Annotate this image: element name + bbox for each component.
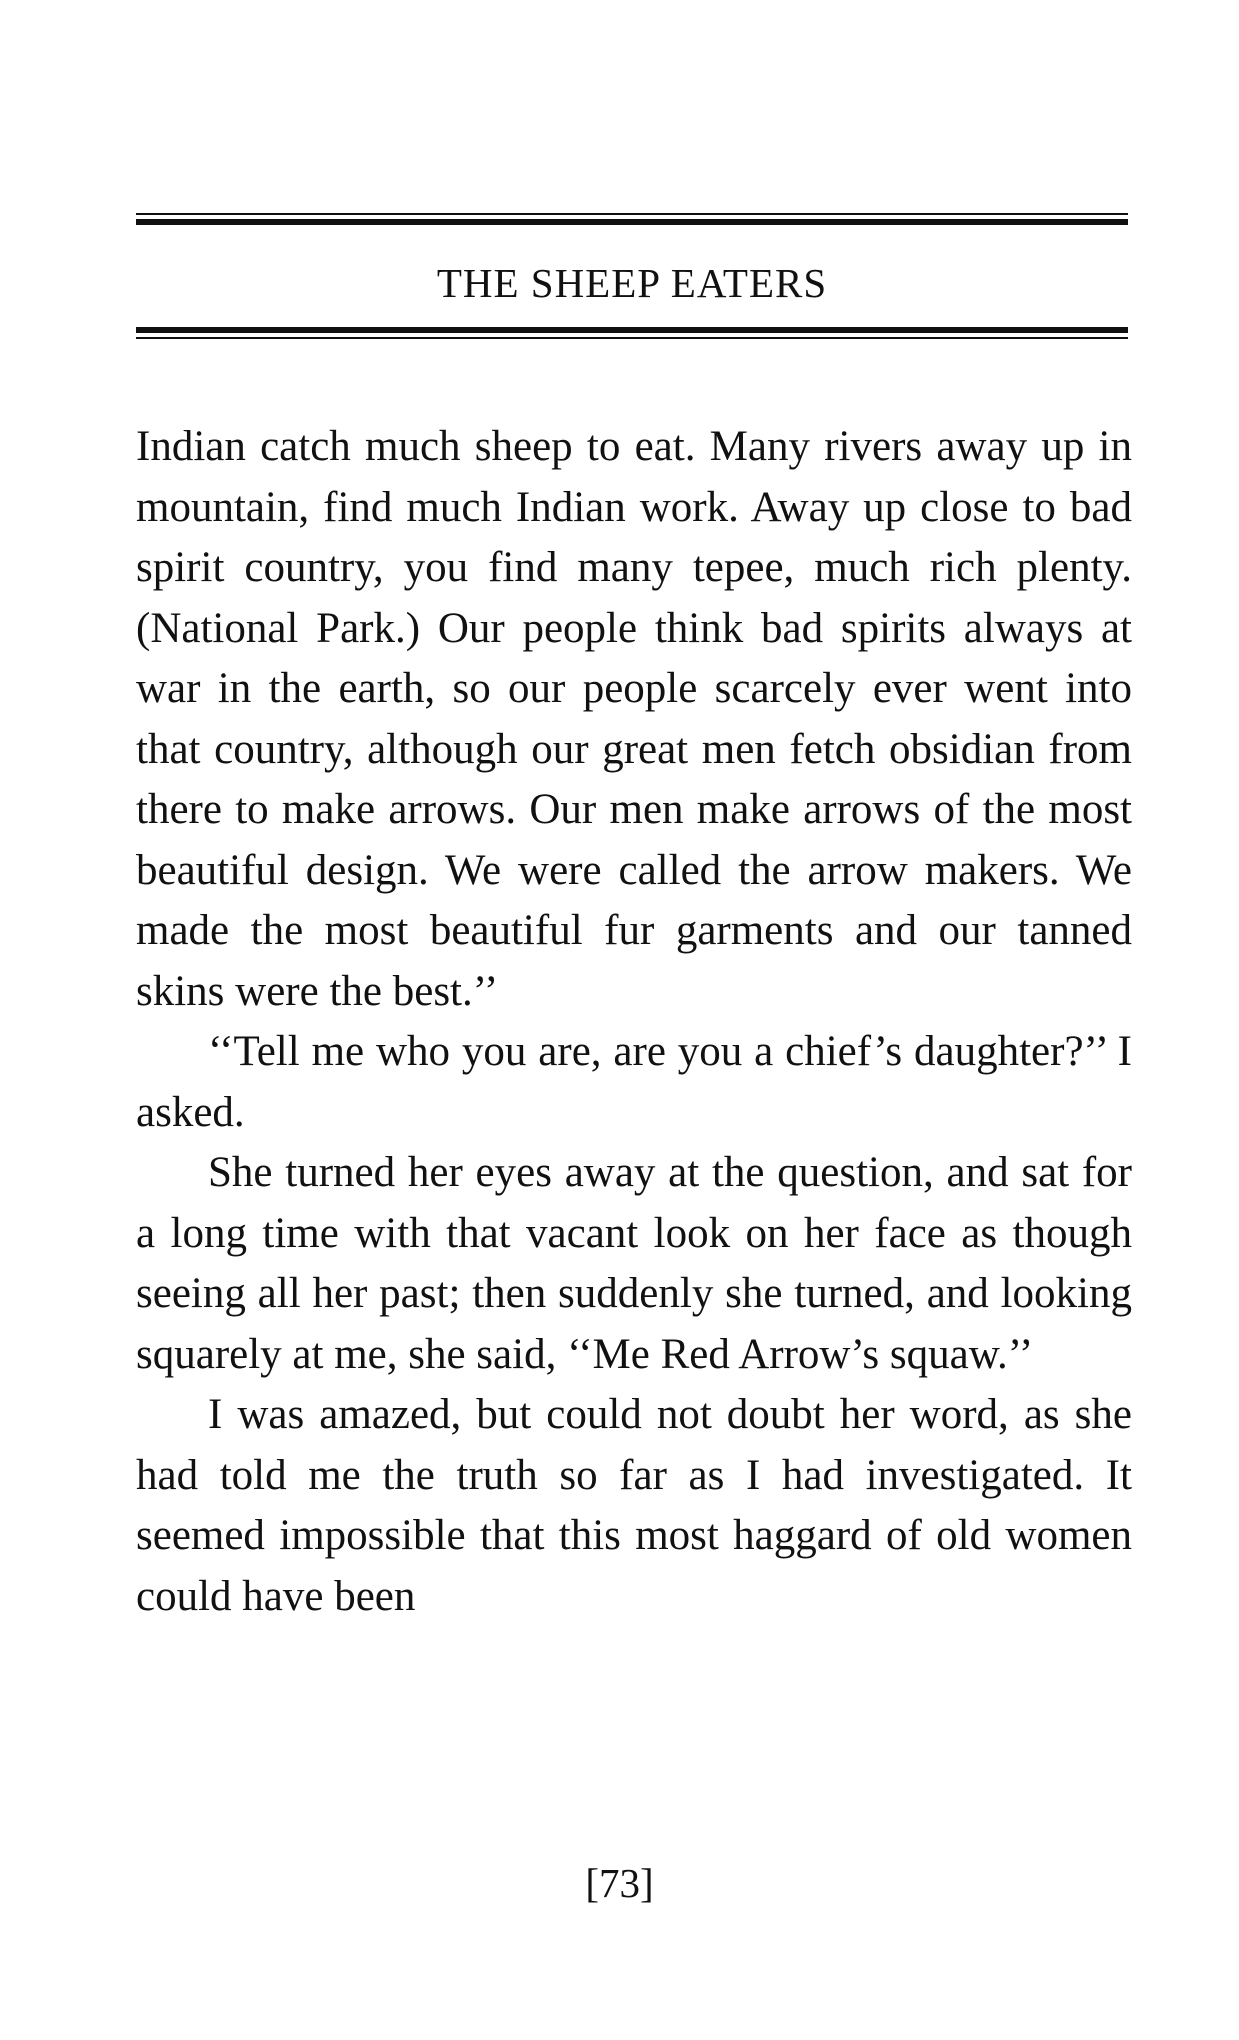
paragraph-3: She turned her eyes away at the question, and sat for a long time with that vacant look on her face as though seeing all her past; then suddenly she turned, and looking squarely at me, she said, ‘‘Me Red Arrow’s squaw.’’ [136, 1149, 1132, 1378]
header-rule-bottom-thin-line [136, 337, 1128, 339]
header-rule-top-thick-line [136, 219, 1128, 225]
paragraph-1: Indian catch much sheep to eat. Many rivers away up in mountain, find much Indian work. Away up close to bad spirit country, you find many tepee, much rich plenty. (National Park.) Our people think bad spirits always at war in the earth, so our people scarcely ever went into that country, although our great men fetch obsidian from there to make arrows. Our men make arrows of the most beautiful design. We were called the arrow makers. We made the most beautiful fur garments and our tanned skins were the best.’’ [136, 423, 1132, 1015]
body-text [136, 417, 1132, 1627]
header-rule-top [136, 213, 1128, 225]
running-title: THE SHEEP EATERS [436, 260, 828, 306]
page-number: [73] [585, 1860, 654, 1906]
paragraph-2: ‘‘Tell me who you are, are you a chief’s daughter?’’ I asked. [136, 1028, 1132, 1136]
header-rule-bottom [136, 327, 1128, 339]
paragraph-4: I was amazed, but could not doubt her word, as she had told me the truth so far as I had investigated. It seemed impossible that this most haggard of old women could have been [136, 1391, 1132, 1620]
